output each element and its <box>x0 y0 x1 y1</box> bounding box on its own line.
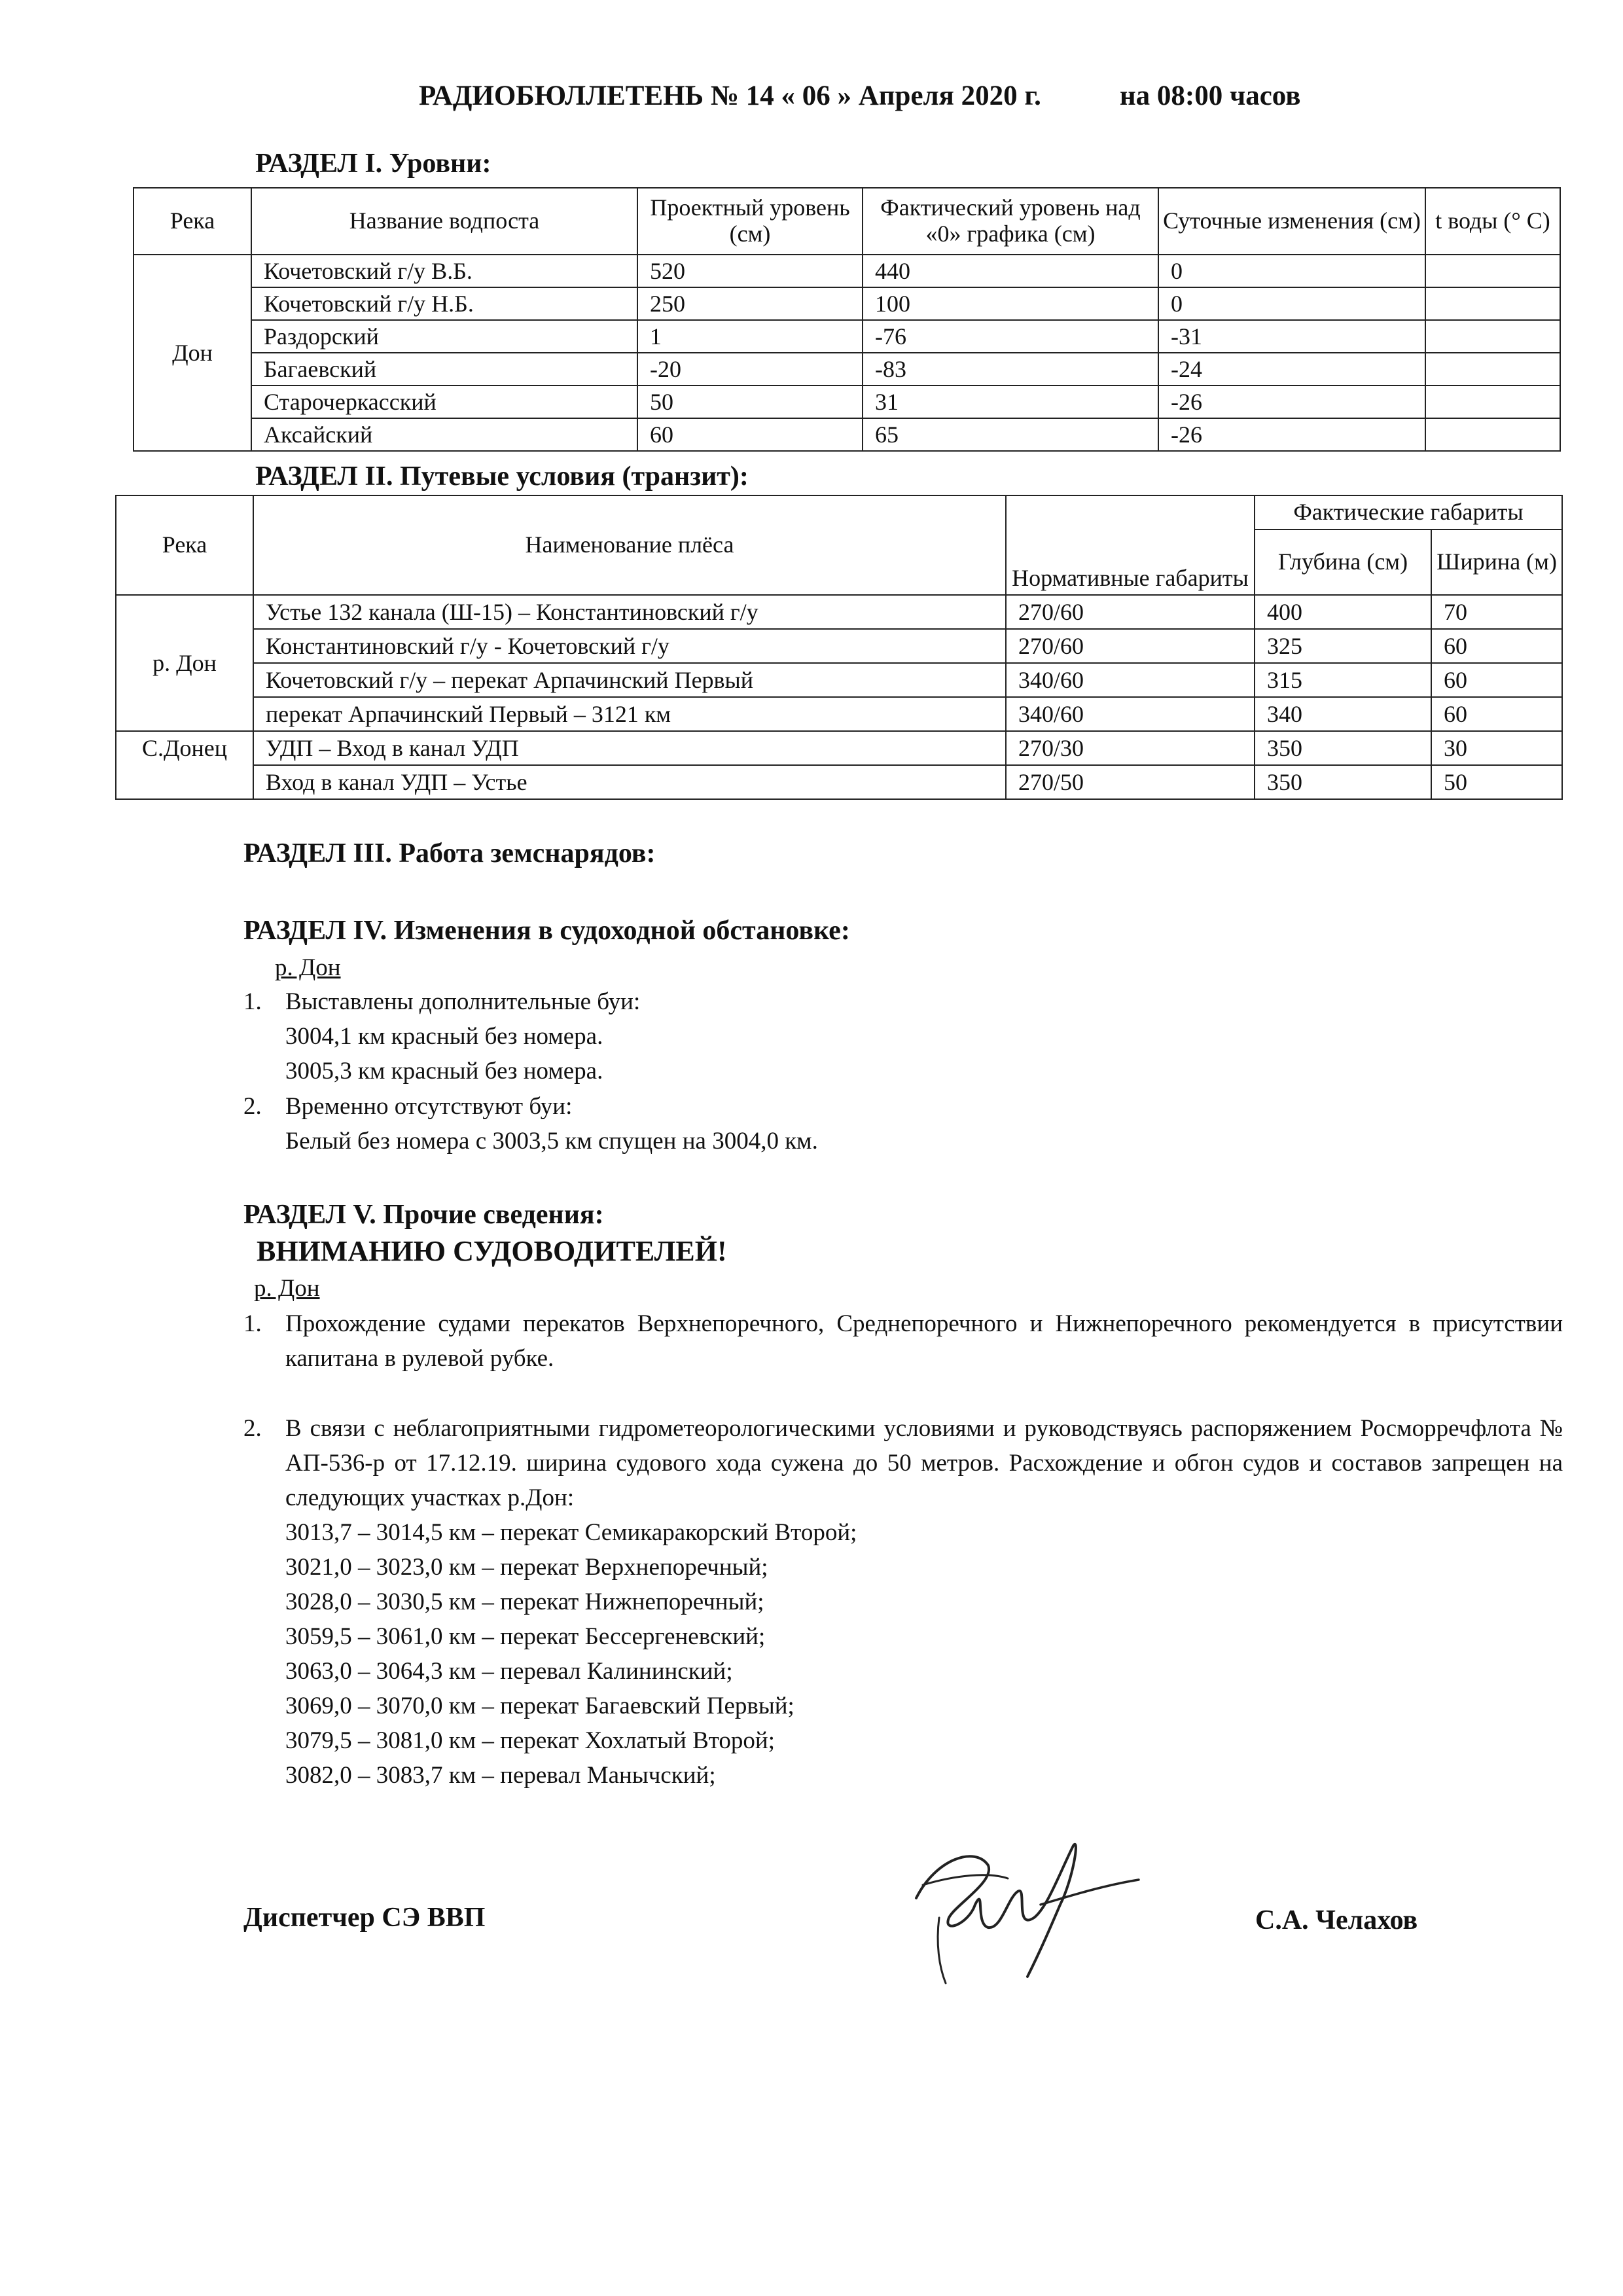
post-cell: Кочетовский г/у В.Б. <box>251 255 637 287</box>
item-text: Выставлены дополнительные буи: <box>285 988 641 1015</box>
col-water-temp: t воды (° С) <box>1425 188 1560 255</box>
table-row <box>134 386 1560 418</box>
reach-cell: Кочетовский г/у – перекат Арпачинский Первый <box>253 663 1006 697</box>
width-cell: 60 <box>1431 629 1562 663</box>
item-line: 3005,3 км красный без номера. <box>285 1058 603 1085</box>
design-cell: -20 <box>637 353 863 386</box>
actual-cell: 65 <box>863 418 1158 451</box>
design-cell: 520 <box>637 255 863 287</box>
table-row <box>116 731 1562 765</box>
reach-cell: УДП – Вход в канал УДП <box>253 731 1006 765</box>
section4-item-1 <box>243 984 1487 1088</box>
bulletin-title <box>419 80 1300 112</box>
item-line: Белый без номера с 3003,5 км спущен на 3004,0 км. <box>285 1128 818 1155</box>
item-line: 3063,0 – 3064,3 км – перевал Калининский; <box>285 1658 733 1685</box>
norm-cell: 270/60 <box>1006 595 1255 629</box>
design-cell: 60 <box>637 418 863 451</box>
change-cell: -26 <box>1158 418 1425 451</box>
depth-cell: 350 <box>1255 731 1431 765</box>
col-depth: Глубина (см) <box>1255 529 1431 595</box>
norm-cell: 270/50 <box>1006 765 1255 799</box>
temp-cell <box>1425 255 1560 287</box>
bulletin-time: на 08:00 часов <box>1119 81 1301 111</box>
change-cell: 0 <box>1158 287 1425 320</box>
item-line: 3013,7 – 3014,5 км – перекат Семикаракорский Второй; <box>285 1519 857 1546</box>
item-number: 1. <box>243 988 262 1015</box>
item-line: 3059,5 – 3061,0 км – перекат Бессергеневский; <box>285 1623 766 1650</box>
table-row <box>134 353 1560 386</box>
section2-title: РАЗДЕЛ II. Путевые условия (транзит): <box>255 461 749 492</box>
temp-cell <box>1425 353 1560 386</box>
reach-cell: Устье 132 канала (Ш-15) – Константиновский г/у <box>253 595 1006 629</box>
item-number: 2. <box>243 1415 262 1442</box>
norm-cell: 340/60 <box>1006 663 1255 697</box>
dispatcher-name: С.А. Челахов <box>1255 1905 1418 1935</box>
actual-cell: 31 <box>863 386 1158 418</box>
post-cell: Аксайский <box>251 418 637 451</box>
transit-table <box>115 495 1563 800</box>
levels-header-row <box>134 188 1560 255</box>
post-cell: Кочетовский г/у Н.Б. <box>251 287 637 320</box>
temp-cell <box>1425 320 1560 353</box>
section5-item-2 <box>243 1411 1563 1793</box>
change-cell: -24 <box>1158 353 1425 386</box>
width-cell: 70 <box>1431 595 1562 629</box>
table-row <box>134 255 1560 287</box>
river-cell: Дон <box>134 255 251 451</box>
river-cell: С.Донец <box>116 731 253 799</box>
table-row <box>134 287 1560 320</box>
actual-cell: 440 <box>863 255 1158 287</box>
item-text: В связи с неблагоприятными гидрометеорологическими условиями и руководствуясь распоряжением Росморречфлота № АП-536-р от 17.12.19. ширина судового хода сужена до 50 метров. Расхождение и обгон судов и составов запрещен на следующих участках р.Дон: <box>285 1415 1563 1511</box>
col-reach: Наименование плёса <box>253 495 1006 595</box>
item-number: 1. <box>243 1310 262 1337</box>
depth-cell: 340 <box>1255 697 1431 731</box>
design-cell: 1 <box>637 320 863 353</box>
col-post: Название водпоста <box>251 188 637 255</box>
transit-header-row <box>116 495 1562 529</box>
reach-cell: Вход в канал УДП – Устье <box>253 765 1006 799</box>
change-cell: -31 <box>1158 320 1425 353</box>
width-cell: 60 <box>1431 697 1562 731</box>
item-line: 3069,0 – 3070,0 км – перекат Багаевский Первый; <box>285 1693 794 1719</box>
table-row <box>116 765 1562 799</box>
col-width: Ширина (м) <box>1431 529 1562 595</box>
depth-cell: 350 <box>1255 765 1431 799</box>
post-cell: Багаевский <box>251 353 637 386</box>
river-cell: р. Дон <box>116 595 253 731</box>
design-cell: 50 <box>637 386 863 418</box>
item-line: 3082,0 – 3083,7 км – перевал Манычский; <box>285 1762 716 1789</box>
temp-cell <box>1425 287 1560 320</box>
change-cell: 0 <box>1158 255 1425 287</box>
item-text: Временно отсутствуют буи: <box>285 1093 573 1120</box>
table-row <box>134 320 1560 353</box>
width-cell: 50 <box>1431 765 1562 799</box>
handwritten-signature <box>877 1820 1152 1996</box>
item-text: Прохождение судами перекатов Верхнепоречного, Среднепоречного и Нижнепоречного рекомендуется в присутствии капитана в рулевой рубке. <box>285 1310 1563 1372</box>
section5-river: р. Дон <box>254 1275 320 1302</box>
norm-cell: 340/60 <box>1006 697 1255 731</box>
dispatcher-position: Диспетчер СЭ ВВП <box>243 1903 486 1933</box>
col-actual-level: Фактический уровень над «0» графика (см) <box>863 188 1158 255</box>
temp-cell <box>1425 386 1560 418</box>
actual-cell: 100 <box>863 287 1158 320</box>
table-row <box>134 418 1560 451</box>
col-design-level: Проектный уровень (см) <box>637 188 863 255</box>
norm-cell: 270/30 <box>1006 731 1255 765</box>
col-daily-change: Суточные изменения (см) <box>1158 188 1425 255</box>
change-cell: -26 <box>1158 386 1425 418</box>
depth-cell: 325 <box>1255 629 1431 663</box>
table-row <box>116 595 1562 629</box>
norm-cell: 270/60 <box>1006 629 1255 663</box>
col-river: Река <box>116 495 253 595</box>
section4-item-2 <box>243 1089 1487 1158</box>
table-row <box>116 629 1562 663</box>
table-row <box>116 697 1562 731</box>
depth-cell: 400 <box>1255 595 1431 629</box>
section5-item-1 <box>243 1306 1563 1376</box>
design-cell: 250 <box>637 287 863 320</box>
col-river: Река <box>134 188 251 255</box>
item-number: 2. <box>243 1093 262 1120</box>
levels-table <box>133 187 1561 452</box>
post-cell: Раздорский <box>251 320 637 353</box>
actual-cell: -76 <box>863 320 1158 353</box>
table-row <box>116 663 1562 697</box>
item-line: 3004,1 км красный без номера. <box>285 1023 603 1050</box>
width-cell: 60 <box>1431 663 1562 697</box>
item-line: 3028,0 – 3030,5 км – перекат Нижнепоречный; <box>285 1588 764 1615</box>
section4-river: р. Дон <box>275 954 341 981</box>
section5-title: РАЗДЕЛ V. Прочие сведения: <box>243 1200 604 1230</box>
item-line: 3079,5 – 3081,0 км – перекат Хохлатый Второй; <box>285 1727 776 1754</box>
attention-heading: ВНИМАНИЮ СУДОВОДИТЕЛЕЙ! <box>257 1235 727 1267</box>
col-actual-dims: Фактические габариты <box>1255 495 1562 529</box>
temp-cell <box>1425 418 1560 451</box>
post-cell: Старочеркасский <box>251 386 637 418</box>
bulletin-title-text: РАДИОБЮЛЛЕТЕНЬ № 14 « 06 » Апреля 2020 г. <box>419 81 1041 111</box>
reach-cell: перекат Арпачинский Первый – 3121 км <box>253 697 1006 731</box>
reach-cell: Константиновский г/у - Кочетовский г/у <box>253 629 1006 663</box>
section4-title: РАЗДЕЛ IV. Изменения в судоходной обстановке: <box>243 916 850 946</box>
actual-cell: -83 <box>863 353 1158 386</box>
item-line: 3021,0 – 3023,0 км – перекат Верхнепоречный; <box>285 1554 768 1581</box>
width-cell: 30 <box>1431 731 1562 765</box>
section1-title: РАЗДЕЛ I. Уровни: <box>255 149 491 179</box>
col-norm: Нормативные габариты <box>1006 495 1255 595</box>
depth-cell: 315 <box>1255 663 1431 697</box>
section3-title: РАЗДЕЛ III. Работа земснарядов: <box>243 838 656 869</box>
